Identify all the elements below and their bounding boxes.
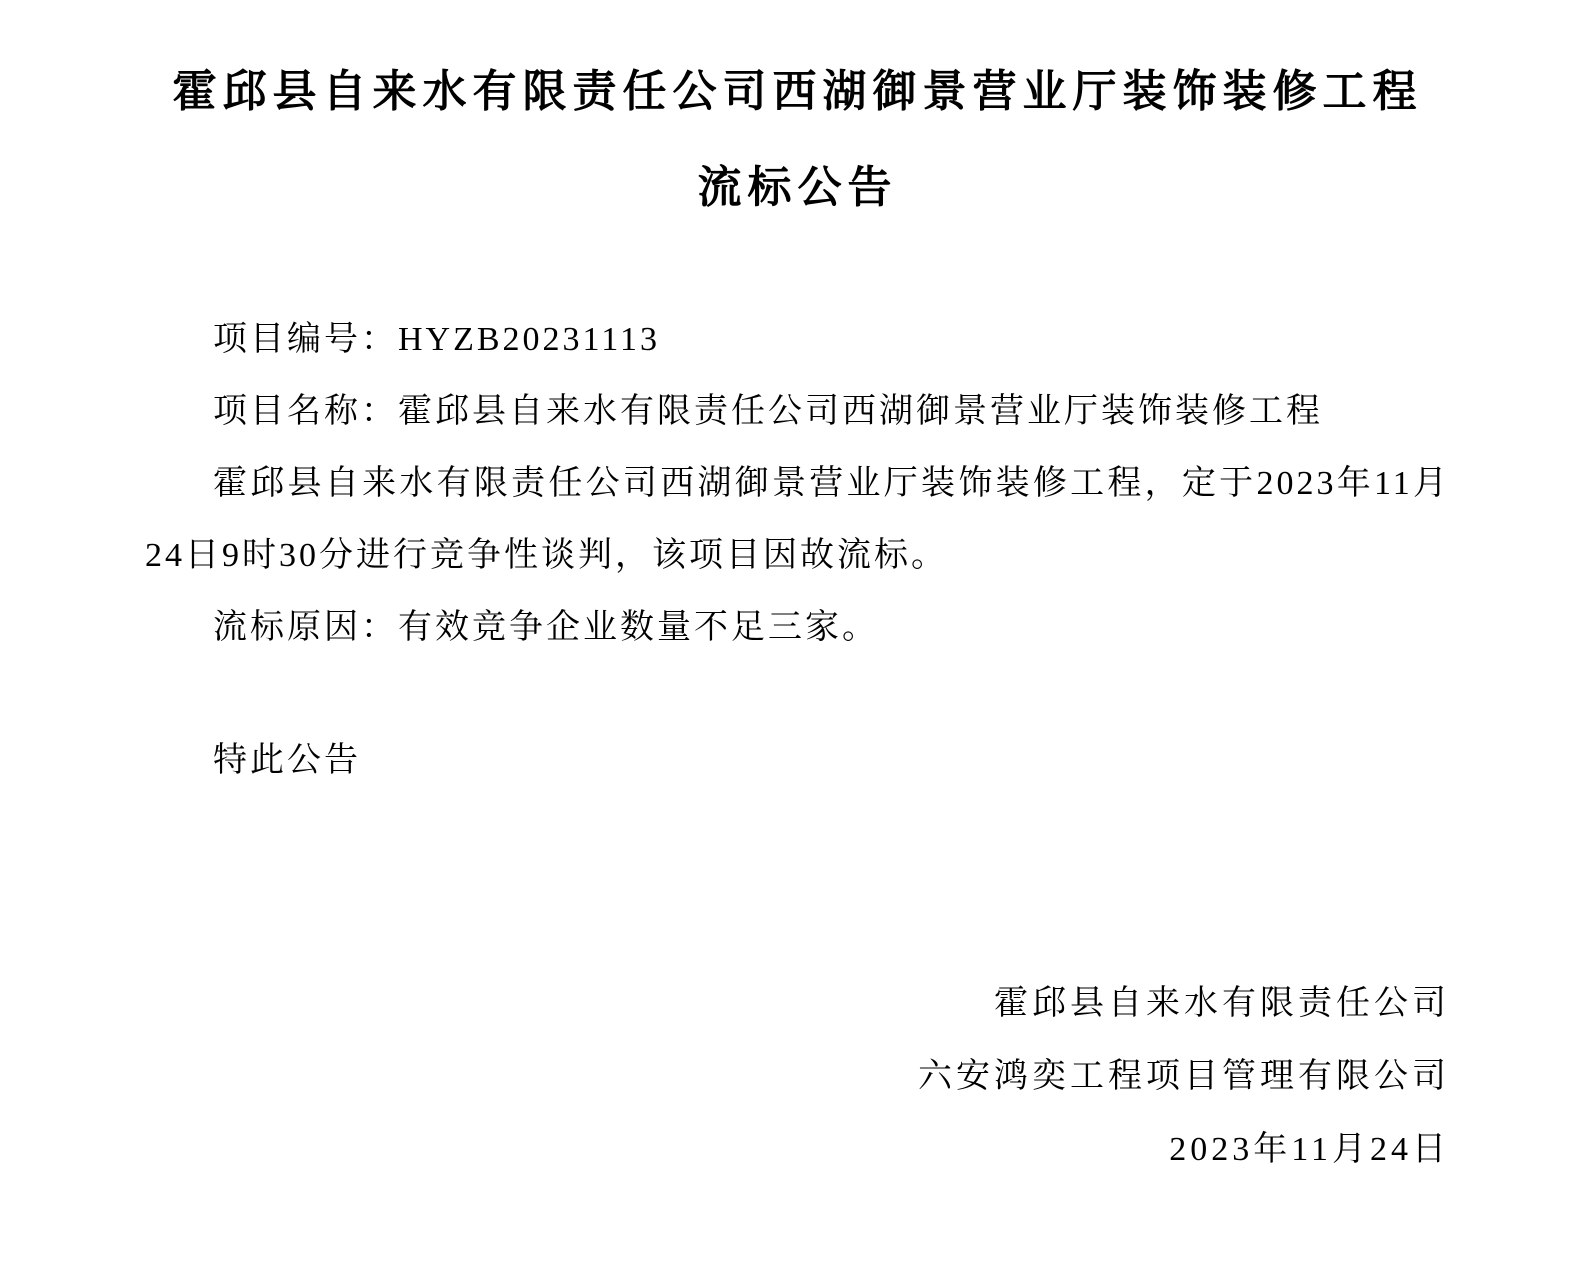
field-project-number: 项目编号：HYZB20231113 [213,321,661,358]
paragraph-statement: 霍邱县自来水有限责任公司西湖御景营业厅装饰装修工程，定于2023年11月24日9时30分进行竞争性谈判，该项目因故流标。 [145,465,1450,574]
document-title [145,66,1450,214]
field-project-name: 项目名称：霍邱县自来水有限责任公司西湖御景营业厅装饰装修工程 [213,393,1323,430]
paragraph-failure-reason: 流标原因：有效竞争企业数量不足三家。 [213,609,879,646]
signature-owner-company: 霍邱县自来水有限责任公司 [994,985,1450,1022]
signature-agency-company: 六安鸿奕工程项目管理有限公司 [918,1058,1450,1095]
signature-block [145,967,1450,1186]
closing-notice: 特此公告 [213,742,361,779]
document-title-line2: 流标公告 [697,163,898,212]
document-title-line1: 霍邱县自来水有限责任公司西湖御景营业厅装饰装修工程 [172,67,1423,116]
signature-date: 2023年11月24日 [1169,1131,1450,1168]
document-body [145,304,1450,797]
